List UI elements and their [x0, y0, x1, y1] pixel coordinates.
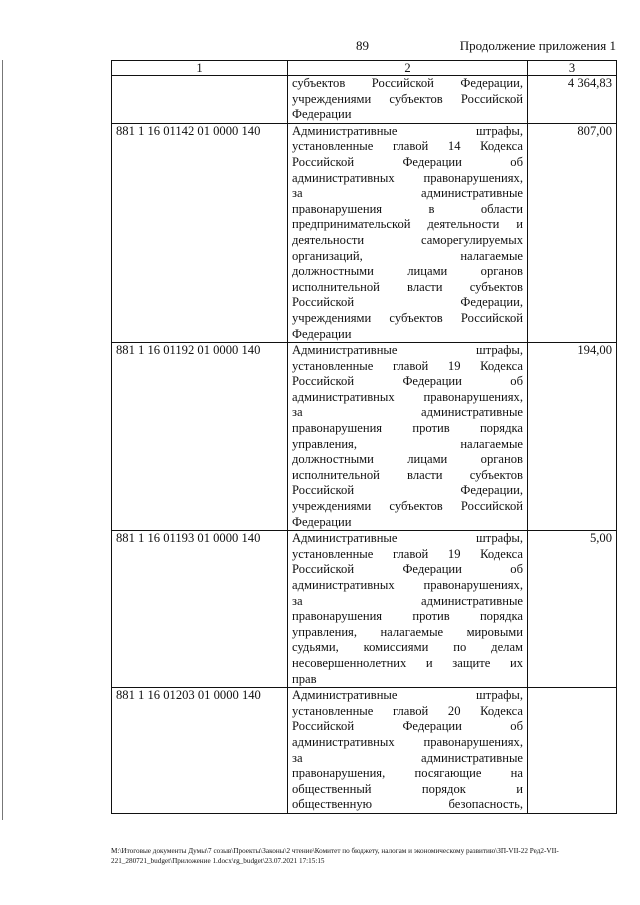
description-line: общественную безопасность, — [292, 797, 523, 812]
description-line: Федерации — [292, 326, 352, 341]
budget-code-cell: 881 1 16 01192 01 0000 140 — [112, 343, 288, 531]
description-line: предпринимательской деятельности и — [292, 217, 523, 232]
description-line: Российской Федерации об — [292, 154, 523, 169]
footer-line: М:\Итоговые документы Думы\7 созыв\Проекты\Законы\2 чтение\Комитет по бюджету, налогам и экономическому развитию\ЗП-VII-22 Ред2-VII- — [111, 847, 559, 855]
description-line: управления, налагаемые мировыми — [292, 624, 523, 639]
description-line: учреждениями субъектов Российской — [292, 91, 523, 106]
description-line: установленные главой 19 Кодекса — [292, 358, 523, 373]
amount-cell: 194,00 — [528, 343, 617, 531]
description-line: Российской Федерации об — [292, 719, 523, 734]
description-cell — [288, 688, 528, 814]
table-header-row — [112, 61, 617, 76]
amount-cell: 807,00 — [528, 123, 617, 342]
description-line: Федерации — [292, 107, 352, 122]
page-number: 89 — [356, 38, 369, 53]
description-line: установленные главой 20 Кодекса — [292, 703, 523, 718]
column-header: 1 — [112, 61, 288, 76]
budget-code-cell: 881 1 16 01142 01 0000 140 — [112, 123, 288, 342]
description-cell — [288, 76, 528, 124]
amount-cell: 5,00 — [528, 531, 617, 688]
description-line: Административные штрафы, — [292, 123, 523, 138]
amount-cell — [528, 688, 617, 814]
scan-edge-line — [2, 60, 3, 820]
description-line: за административные — [292, 593, 523, 608]
description-line: общественный порядок и — [292, 781, 523, 796]
footer-line: 221_280721_budget\Приложение 1.docx\rg_budget\23.07.2021 17:15:15 — [111, 857, 325, 865]
amount-cell: 4 364,83 — [528, 76, 617, 124]
description-line: Российской Федерации об — [292, 562, 523, 577]
description-line: прав — [292, 671, 317, 686]
description-line: несовершеннолетних и защите их — [292, 655, 523, 670]
table-body — [112, 76, 617, 814]
budget-table — [111, 60, 617, 814]
description-cell — [288, 531, 528, 688]
budget-code-cell — [112, 76, 288, 124]
description-line: за административные — [292, 186, 523, 201]
description-line: правонарушения против порядка — [292, 609, 523, 624]
description-line: должностными лицами органов — [292, 264, 523, 279]
description-line: административных правонарушениях, — [292, 170, 523, 185]
table-row — [112, 343, 617, 531]
description-line: Российской Федерации об — [292, 374, 523, 389]
description-line: исполнительной власти субъектов — [292, 467, 523, 482]
description-line: правонарушения в области — [292, 201, 523, 216]
description-line: за административные — [292, 405, 523, 420]
table-row — [112, 123, 617, 342]
description-line: Российской Федерации, — [292, 483, 523, 498]
description-line: Административные штрафы, — [292, 688, 523, 703]
description-cell — [288, 343, 528, 531]
column-header: 2 — [288, 61, 528, 76]
description-line: установленные главой 19 Кодекса — [292, 546, 523, 561]
description-line: учреждениями субъектов Российской — [292, 310, 523, 325]
description-line: административных правонарушениях, — [292, 389, 523, 404]
description-line: субъектов Российской Федерации, — [292, 76, 523, 90]
description-line: за административные — [292, 750, 523, 765]
budget-code-cell: 881 1 16 01203 01 0000 140 — [112, 688, 288, 814]
description-line: установленные главой 14 Кодекса — [292, 139, 523, 154]
description-line: управления, налагаемые — [292, 436, 523, 451]
description-line: административных правонарушениях, — [292, 734, 523, 749]
table-row — [112, 76, 617, 124]
description-line: правонарушения, посягающие на — [292, 766, 523, 781]
description-line: административных правонарушениях, — [292, 578, 523, 592]
description-line: судьями, комиссиями по делам — [292, 640, 523, 655]
description-line: Федерации — [292, 514, 352, 529]
table-row — [112, 531, 617, 688]
table-row — [112, 688, 617, 814]
description-line: Административные штрафы, — [292, 531, 523, 546]
description-line: учреждениями субъектов Российской — [292, 499, 523, 514]
file-path-footer — [111, 846, 621, 866]
column-header: 3 — [528, 61, 617, 76]
description-line: правонарушения против порядка — [292, 421, 523, 436]
description-line: деятельности саморегулируемых — [292, 232, 523, 247]
continuation-label: Продолжение приложения 1 — [459, 38, 616, 53]
description-line: должностными лицами органов — [292, 452, 523, 467]
description-line: Российской Федерации, — [292, 295, 523, 310]
description-cell — [288, 123, 528, 342]
description-line: организаций, налагаемые — [292, 248, 523, 263]
description-line: исполнительной власти субъектов — [292, 279, 523, 294]
budget-code-cell: 881 1 16 01193 01 0000 140 — [112, 531, 288, 688]
description-line: Административные штрафы, — [292, 343, 523, 358]
